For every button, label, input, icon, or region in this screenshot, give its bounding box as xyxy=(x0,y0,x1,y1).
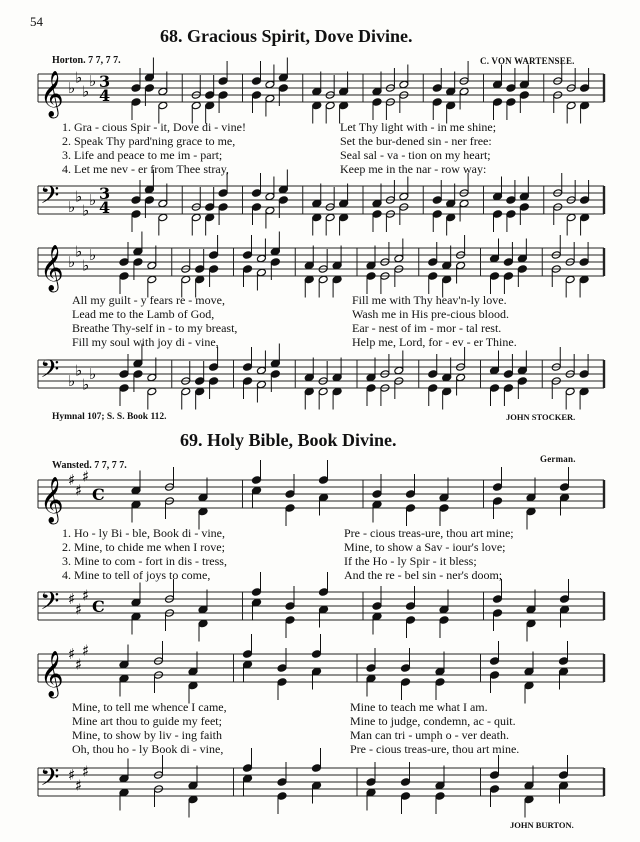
hymn-69-number: 69. xyxy=(180,430,203,450)
time-signature: 4 xyxy=(99,86,111,105)
svg-text:♯: ♯ xyxy=(75,600,83,619)
svg-text:♭: ♭ xyxy=(68,79,76,97)
svg-text:♯: ♯ xyxy=(82,641,90,660)
svg-text:♭: ♭ xyxy=(89,365,97,383)
svg-text:♭: ♭ xyxy=(75,242,83,261)
hymn-69-tune-line xyxy=(52,460,127,471)
verse-3: If the Ho - ly Spir - it bless; xyxy=(344,554,477,568)
hymn-68-footer-left: Hymnal 107; S. S. Book 112. xyxy=(52,412,167,422)
verse-1: 1. Gra - cious Spir - it, Dove di - vine! xyxy=(62,120,246,134)
notes xyxy=(119,748,568,818)
verse-1: Mine, to tell me whence I came, xyxy=(72,700,227,714)
svg-text:♯: ♯ xyxy=(82,467,90,486)
hymn-68-composer: C. VON WARTENSEE. xyxy=(480,56,575,66)
staff-lines xyxy=(38,592,604,620)
verse-1: All my guilt - y fears re - move, xyxy=(72,293,225,307)
key-signature xyxy=(68,243,96,275)
svg-text:♭: ♭ xyxy=(68,198,76,216)
hymn-69-heading xyxy=(180,430,397,451)
hymn-69-composer: German. xyxy=(540,454,576,464)
svg-text:♭: ♭ xyxy=(82,201,90,220)
verse-3: Mine, to show by liv - ing faith xyxy=(72,728,222,742)
svg-text:♭: ♭ xyxy=(82,256,90,275)
hymn-68-lyrics-line-1b xyxy=(340,120,496,176)
svg-text:♭: ♭ xyxy=(68,253,76,271)
hymn-68-tune: Horton. xyxy=(52,55,86,66)
notes xyxy=(131,572,569,642)
svg-text:♯: ♯ xyxy=(75,655,83,674)
treble-clef-icon: 𝄞 xyxy=(40,71,64,117)
svg-text:♯: ♯ xyxy=(75,481,83,500)
hymn-68-lyrics-line-1 xyxy=(62,120,246,176)
verse-1: 1. Ho - ly Bi - ble, Book di - vine, xyxy=(62,526,225,540)
verse-4: Keep me in the nar - row way: xyxy=(340,162,487,176)
time-signature: 3 xyxy=(99,184,111,203)
svg-text:♭: ♭ xyxy=(68,372,76,390)
time-signature: C xyxy=(92,485,105,504)
hymn-68-meter: 7 7, 7 7. xyxy=(88,55,121,66)
svg-text:♭: ♭ xyxy=(75,361,83,380)
hymn-69-lyrics-line-1b xyxy=(344,526,514,582)
hymn-68-system-1-bass-staff xyxy=(32,178,612,238)
svg-text:♯: ♯ xyxy=(82,762,90,781)
hymn-69-lyrics-line-2b xyxy=(350,700,519,756)
verse-3: Ear - nest of im - mor - tal rest. xyxy=(352,321,502,335)
svg-text:♭: ♭ xyxy=(89,191,97,209)
hymn-68-lyrics-line-2b xyxy=(352,293,517,349)
verse-3: Seal sal - va - tion on my heart; xyxy=(340,148,491,162)
verse-2: Mine to judge, condemn, ac - quit. xyxy=(350,714,516,728)
verse-3: 3. Life and peace to me im - part; xyxy=(62,148,223,162)
hymn-69-lyrics-line-2 xyxy=(72,700,227,756)
key-signature xyxy=(68,763,89,795)
verse-4: And the re - bel sin - ner's doom; xyxy=(344,568,503,582)
page-number: 54 xyxy=(30,14,43,29)
hymn-69-system-1-bass-staff xyxy=(32,584,612,644)
notes xyxy=(119,232,589,298)
svg-text:♯: ♯ xyxy=(68,590,76,608)
svg-text:♭: ♭ xyxy=(82,82,90,101)
verse-2: Mine art thou to guide my feet; xyxy=(72,714,222,728)
hymn-68-system-2-bass-staff xyxy=(32,352,612,412)
hymn-69-title: Holy Bible, Book Divine. xyxy=(207,430,397,450)
verse-4: 4. Mine to tell of joys to come, xyxy=(62,568,211,582)
hymn-69-system-2-bass-staff xyxy=(32,760,612,820)
bass-clef-icon: 𝄢 xyxy=(40,181,60,216)
verse-4: Pre - cious treas-ure, thou art mine. xyxy=(350,742,520,756)
hymn-68-number: 68. xyxy=(160,26,183,46)
verse-2: Mine, to show a Sav - iour's love; xyxy=(344,540,506,554)
verse-4: Help me, Lord, for - ev - er Thine. xyxy=(352,335,517,349)
notes xyxy=(131,58,590,124)
treble-clef-icon: 𝄞 xyxy=(40,651,64,697)
hymn-68-lyrics-line-2 xyxy=(72,293,237,349)
svg-text:♭: ♭ xyxy=(75,68,83,87)
notes xyxy=(119,634,568,704)
verse-1: Let Thy light with - in me shine; xyxy=(340,120,497,134)
hymn-68-title: Gracious Spirit, Dove Divine. xyxy=(187,26,413,46)
verse-2: 2. Mine, to chide me when I rove; xyxy=(62,540,225,554)
bass-clef-icon: 𝄢 xyxy=(40,587,60,622)
hymn-68-system-1-treble-staff xyxy=(32,66,612,126)
treble-clef-icon: 𝄞 xyxy=(40,477,64,523)
verse-2: Wash me in His pre-cious blood. xyxy=(352,307,510,321)
hymn-68-footer-right: JOHN STOCKER. xyxy=(506,412,576,422)
svg-text:♯: ♯ xyxy=(82,586,90,605)
time-signature: C xyxy=(92,597,105,616)
key-signature xyxy=(68,362,96,394)
bass-clef-icon: 𝄢 xyxy=(40,355,60,390)
hymn-69-system-1-treble-staff xyxy=(32,467,612,532)
svg-text:♭: ♭ xyxy=(75,187,83,206)
verse-4: 4. Let me nev - er from Thee stray, xyxy=(62,162,229,176)
key-signature xyxy=(68,642,89,674)
bass-clef-icon: 𝄢 xyxy=(40,763,60,798)
treble-clef-icon: 𝄞 xyxy=(40,245,64,291)
svg-text:♯: ♯ xyxy=(75,776,83,795)
hymn-69-footer-right: JOHN BURTON. xyxy=(510,820,574,830)
staff-lines xyxy=(38,480,604,508)
verse-4: Oh, thou ho - ly Book di - vine, xyxy=(72,742,224,756)
hymn-68-heading xyxy=(160,26,413,47)
key-signature xyxy=(68,468,89,500)
hymn-68-system-2-treble-staff xyxy=(32,240,612,300)
svg-text:♭: ♭ xyxy=(89,72,97,90)
svg-text:♭: ♭ xyxy=(89,246,97,264)
svg-text:♯: ♯ xyxy=(68,645,76,663)
hymn-69-meter: 7 7, 7 7. xyxy=(94,460,127,471)
key-signature xyxy=(68,69,96,101)
verse-3: Breathe Thy-self in - to my breast, xyxy=(72,321,238,335)
time-signature: 3 xyxy=(99,72,111,91)
verse-4: Fill my soul with joy di - vine, xyxy=(72,335,219,349)
verse-1: Pre - cious treas-ure, thou art mine; xyxy=(344,526,514,540)
hymn-68-tune-line xyxy=(52,55,121,66)
verse-2: Lead me to the Lamb of God, xyxy=(72,307,215,321)
svg-text:♯: ♯ xyxy=(68,766,76,784)
svg-text:♭: ♭ xyxy=(82,375,90,394)
key-signature xyxy=(68,188,96,220)
verse-2: 2. Speak Thy pard'ning grace to me, xyxy=(62,134,236,148)
hymn-69-system-2-treble-staff xyxy=(32,641,612,706)
svg-text:♯: ♯ xyxy=(68,471,76,489)
notes xyxy=(131,170,590,236)
verse-3: 3. Mine to com - fort in dis - tress, xyxy=(62,554,227,568)
time-signature: 4 xyxy=(99,198,111,217)
verse-3: Man can tri - umph o - ver death. xyxy=(350,728,509,742)
verse-1: Mine to teach me what I am. xyxy=(350,700,488,714)
key-signature xyxy=(68,587,89,619)
notes xyxy=(131,460,569,530)
hymn-69-lyrics-line-1 xyxy=(62,526,227,582)
notes xyxy=(119,344,589,410)
verse-1: Fill me with Thy heav'n-ly love. xyxy=(352,293,507,307)
verse-2: Set the bur-dened sin - ner free: xyxy=(340,134,492,148)
hymn-69-tune: Wansted. xyxy=(52,460,92,471)
